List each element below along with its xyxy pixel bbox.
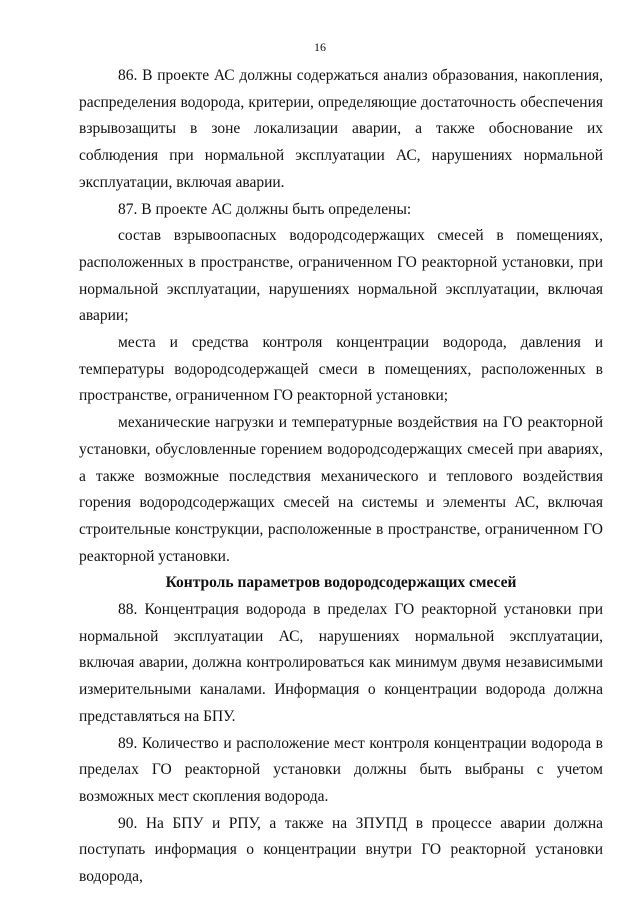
- paragraph-86: 86. В проекте АС должны содержаться анализ образования, накопления, распределения водорода, критерии, определяющие достаточность обеспечения взрывозащиты в зоне локализации аварии, а также обоснование их соблюдения при нормальной эксплуатации АС, нарушениях нормальной эксплуатации, включая аварии.: [79, 67, 603, 191]
- paragraph-88: 88. Концентрация водорода в пределах ГО реакторной установки при нормальной эксплуатации АС, нарушениях нормальной эксплуатации, включая аварии, должна контролироваться как минимум двумя независимыми измерительными каналами. Информация о концентрации водорода должна представляться на БПУ.: [79, 601, 603, 725]
- paragraph-87: 87. В проекте АС должны быть определены:: [118, 200, 412, 218]
- paragraph-90: 90. На БПУ и РПУ, а также на ЗПУПД в процессе аварии должна поступать информация о концентрации внутри ГО реакторной установки водорода,: [79, 814, 603, 886]
- list-item-mixtures: состав взрывоопасных водородсодержащих смесей в помещениях, расположенных в пространстве, ограниченном ГО реакторной установки, при нормальной эксплуатации, нарушениях нормальной эксплуатации, включая аварии;: [79, 227, 603, 325]
- section-heading: Контроль параметров водородсодержащих смесей: [165, 574, 517, 592]
- list-item-monitoring-points: места и средства контроля концентрации водорода, давления и температуры водородсодержащей смеси в помещениях, расположенных в пространстве, ограниченном ГО реакторной установки;: [79, 334, 603, 405]
- paragraph-89: 89. Количество и расположение мест контроля концентрации водорода в пределах ГО реакторной установки должны быть выбраны с учетом возможных мест скопления водорода.: [79, 734, 603, 805]
- page-number: 16: [314, 40, 326, 54]
- document-body: [79, 63, 603, 891]
- list-item-loads: механические нагрузки и температурные воздействия на ГО реакторной установки, обусловленные горением водородсодержащих смесей при авариях, а также возможные последствия механического и теплового воздействия горения водородсодержащих смесей на системы и элементы АС, включая строительные конструкции, расположенные в пространстве, ограниченном ГО реакторной установки.: [79, 414, 603, 565]
